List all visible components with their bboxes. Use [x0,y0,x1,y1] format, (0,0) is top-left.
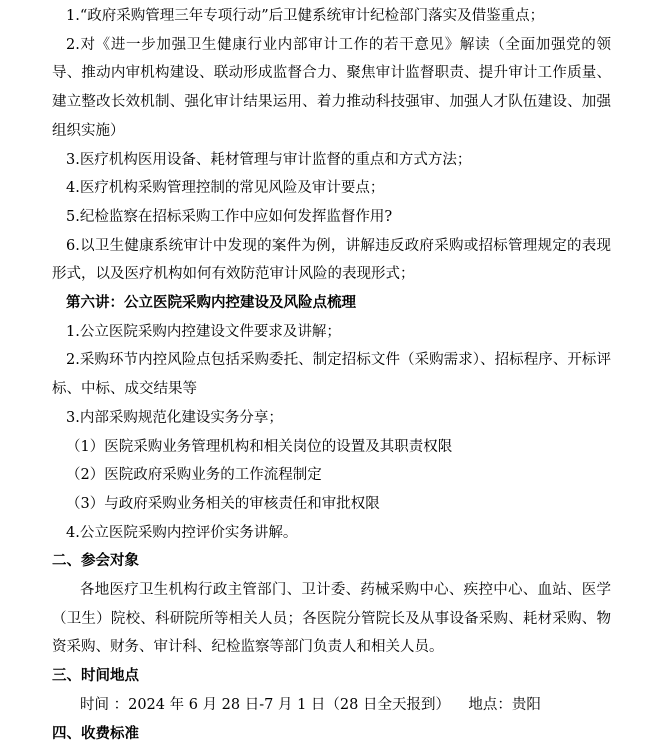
lecture-6-subitem-2: （2）医院政府采购业务的工作流程制定 [66,467,322,484]
lecture-6-heading: 第六讲：公立医院采购内控建设及风险点梳理 [66,294,356,312]
lecture-6-item-4: 4.公立医院采购内控评价实务讲解。 [66,524,298,541]
item-5: 5.纪检监察在招标采购工作中应如何发挥监督作用? [66,208,393,225]
section-time-place-heading: 三、时间地点 [52,667,139,685]
item-2: 2.对《进一步加强卫生健康行业内部审计工作的若干意见》解读（全面加强党的领导、推动内审机构建设、联动形成监督合力、聚焦审计监督职责、提升审计工作质量、建立整改长效机制、强化审计结果运用、着力推动科技强审、加强人才队伍建设、加强组织实施） [52,36,611,139]
lecture-6-item-3: 3.内部采购规范化建设实务分享； [66,409,283,426]
time-place-text: 时间 ：2024 年 6 月 28 日-7 月 1 日（28 日全天报到） 地点：贵阳 [80,696,541,713]
lecture-6-subitem-3: （3）与政府采购业务相关的审核责任和审批权限 [66,495,380,512]
lecture-6-item-1: 1.公立医院采购内控建设文件要求及讲解； [66,323,341,340]
item-4: 4.医疗机构采购管理控制的常见风险及审计要点； [66,180,385,197]
item-1: 1.“政府采购管理三年专项行动”后卫健系统审计纪检部门落实及借鉴重点； [66,8,545,24]
section-participants-heading: 二、参会对象 [52,552,139,570]
lecture-6-subitem-1: （1）医院采购业务管理机构和相关岗位的设置及其职责权限 [66,438,453,455]
lecture-6-item-2: 2.采购环节内控风险点包括采购委托、制定招标文件（采购需求）、招标程序、开标评标、中标、成交结果等 [52,352,611,398]
item-6: 6.以卫生健康系统审计中发现的案件为例，讲解违反政府采购或招标管理规定的表现形式，以及医疗机构如何有效防范审计风险的表现形式； [52,237,611,283]
item-3: 3.医疗机构医用设备、耗材管理与审计监督的重点和方式方法； [66,151,472,168]
section-fees-heading: 四、收费标准 [52,724,139,742]
participants-text: 各地医疗卫生机构行政主管部门、卫计委、药械采购中心、疾控中心、血站、医学（卫生）院校、科研院所等相关人员；各医院分管院长及从事设备采购、耗材采购、物资采购、财务、审计科、纪检监察等部门负责人和相关人员。 [52,582,611,656]
